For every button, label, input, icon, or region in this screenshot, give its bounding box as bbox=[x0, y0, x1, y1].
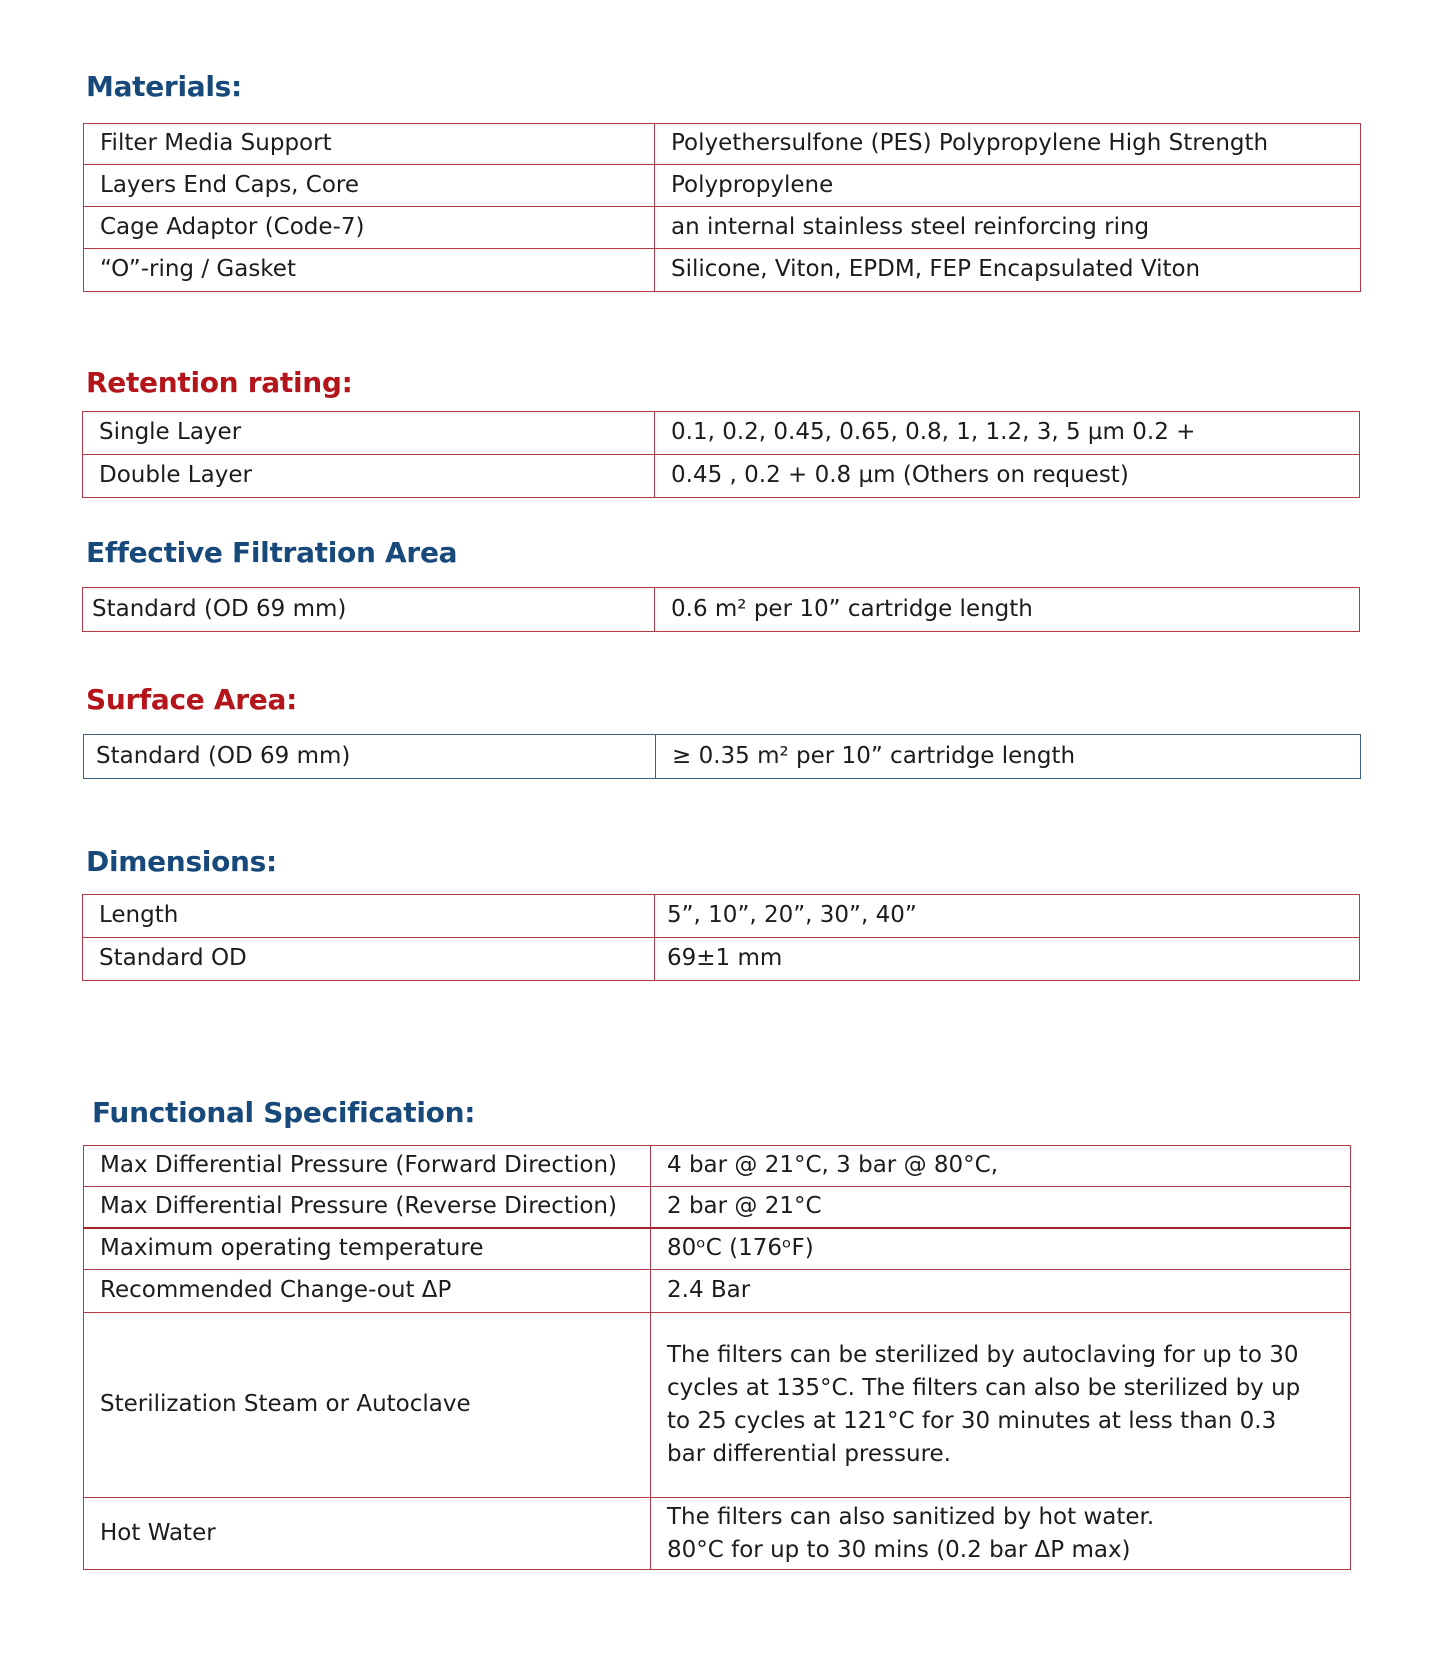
table-row bbox=[83, 412, 1360, 455]
table-row bbox=[84, 207, 1361, 249]
row-label: Filter Media Support bbox=[84, 124, 655, 165]
table-row bbox=[84, 165, 1361, 207]
table-row bbox=[83, 455, 1360, 498]
table-row bbox=[84, 1270, 1351, 1313]
materials-table bbox=[83, 123, 1361, 292]
row-value: The filters can be sterilized by autoclaving for up to 30 cycles at 135°C. The filters can also be sterilized by up to 25 cycles at 121°C for 30 minutes at less than 0.3 bar differential pressure. bbox=[651, 1313, 1351, 1498]
row-value: Polypropylene bbox=[655, 165, 1361, 207]
row-label: Max Differential Pressure (Reverse Direction) bbox=[84, 1187, 651, 1228]
dimensions-table bbox=[82, 894, 1360, 981]
row-value: 0.6 m² per 10” cartridge length bbox=[655, 588, 1360, 632]
row-value: Polyethersulfone (PES) Polypropylene High Strength bbox=[655, 124, 1361, 165]
row-value: 80ᵒC (176ᵒF) bbox=[651, 1228, 1351, 1270]
table-row bbox=[84, 735, 1361, 779]
materials-heading: Materials: bbox=[86, 70, 242, 103]
surface-area-table bbox=[83, 734, 1361, 779]
row-label: Single Layer bbox=[83, 412, 655, 455]
row-value bbox=[651, 1498, 1351, 1570]
row-label: Standard OD bbox=[83, 938, 655, 981]
filtration-area-table bbox=[82, 587, 1360, 632]
row-label: Max Differential Pressure (Forward Direction) bbox=[84, 1146, 651, 1187]
row-value: 4 bar @ 21°C, 3 bar @ 80°C, bbox=[651, 1146, 1351, 1187]
row-label: Length bbox=[83, 895, 655, 938]
row-label: Sterilization Steam or Autoclave bbox=[84, 1313, 651, 1498]
retention-table bbox=[82, 411, 1360, 498]
table-row bbox=[84, 124, 1361, 165]
row-value: ≥ 0.35 m² per 10” cartridge length bbox=[656, 735, 1361, 779]
row-label: Maximum operating temperature bbox=[84, 1228, 651, 1270]
row-label: Layers End Caps, Core bbox=[84, 165, 655, 207]
table-row bbox=[84, 1498, 1351, 1570]
row-label: Standard (OD 69 mm) bbox=[83, 588, 655, 632]
table-row bbox=[84, 1146, 1351, 1187]
row-label: Standard (OD 69 mm) bbox=[84, 735, 656, 779]
row-value-line: 80°C for up to 30 mins (0.2 bar ΔP max) bbox=[667, 1536, 1131, 1563]
table-row bbox=[84, 1313, 1351, 1498]
functional-table bbox=[83, 1145, 1351, 1570]
table-row bbox=[83, 588, 1360, 632]
table-row bbox=[84, 1187, 1351, 1228]
row-label: Hot Water bbox=[84, 1498, 651, 1570]
row-label: Double Layer bbox=[83, 455, 655, 498]
table-row bbox=[83, 938, 1360, 981]
row-value: 0.45 , 0.2 + 0.8 µm (Others on request) bbox=[655, 455, 1360, 498]
table-row bbox=[84, 1228, 1351, 1270]
row-label: “O”-ring / Gasket bbox=[84, 249, 655, 292]
row-value: 5”, 10”, 20”, 30”, 40” bbox=[655, 895, 1360, 938]
row-value: 2.4 Bar bbox=[651, 1270, 1351, 1313]
table-row bbox=[83, 895, 1360, 938]
functional-heading: Functional Specification: bbox=[92, 1096, 476, 1129]
row-value: 69±1 mm bbox=[655, 938, 1360, 981]
row-value: 0.1, 0.2, 0.45, 0.65, 0.8, 1, 1.2, 3, 5 µm 0.2 + bbox=[655, 412, 1360, 455]
row-value-line: The filters can also sanitized by hot water. bbox=[667, 1503, 1155, 1530]
table-row bbox=[84, 249, 1361, 292]
filtration-area-heading: Effective Filtration Area bbox=[86, 536, 458, 569]
row-value: Silicone, Viton, EPDM, FEP Encapsulated Viton bbox=[655, 249, 1361, 292]
row-label: Recommended Change-out ΔP bbox=[84, 1270, 651, 1313]
dimensions-heading: Dimensions: bbox=[86, 845, 277, 878]
retention-heading: Retention rating: bbox=[86, 366, 353, 399]
row-value: 2 bar @ 21°C bbox=[651, 1187, 1351, 1228]
surface-area-heading: Surface Area: bbox=[86, 683, 297, 716]
row-label: Cage Adaptor (Code-7) bbox=[84, 207, 655, 249]
row-value: an internal stainless steel reinforcing ring bbox=[655, 207, 1361, 249]
